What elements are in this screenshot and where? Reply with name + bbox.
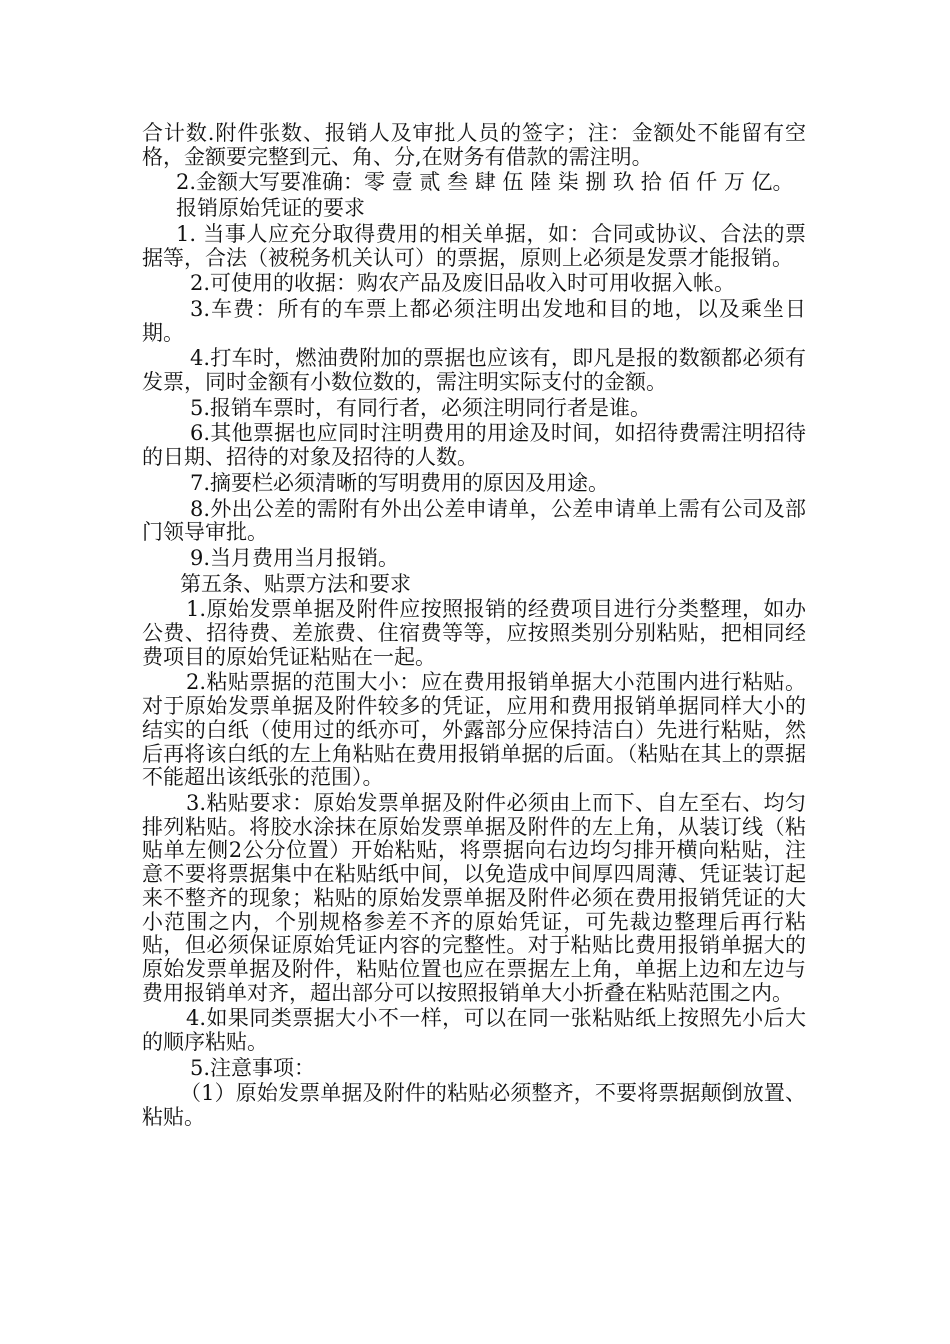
paragraph-item-2: 2.可使用的收据：购农产品及废旧品收入时可用收据入帐。	[190, 271, 736, 296]
paragraph-item-6: 6.其他票据也应同时注明费用的用途及时间，如招待费需注明招待的日期、招待的对象及招待的人数。	[142, 421, 806, 470]
paragraph-paste-5: 5.注意事项：	[190, 1055, 316, 1080]
document-page	[142, 122, 806, 1130]
section-heading-article-five: 第五条、贴票方法和要求	[180, 571, 411, 596]
paragraph-note-1: （1）原始发票单据及附件的粘贴必须整齐，不要将票据颠倒放置、粘贴。	[142, 1081, 806, 1130]
paragraph-paste-3: 3.粘贴要求：原始发票单据及附件必须由上而下、自左至右、均匀排列粘贴。将胶水涂抹在原始发票单据及附件的左上角，从装订线（粘贴单左侧2公分位置）开始粘贴，将票据向右边均匀排开横向粘贴，注意不要将票据集中在粘贴纸中间，以免造成中间厚四周薄、凭证装订起来不整齐的现象；粘贴的原始发票单据及附件必须在费用报销凭证的大小范围之内，个别规格参差不齐的原始凭证，可先裁边整理后再行粘贴，但必须保证原始凭证内容的完整性。对于粘贴比费用报销单据大的原始发票单据及附件，粘贴位置也应在票据左上角，单据上边和左边与费用报销单对齐，超出部分可以按照报销单大小折叠在粘贴范围之内。	[142, 790, 806, 1005]
paragraph-paste-1: 1.原始发票单据及附件应按照报销的经费项目进行分类整理，如办公费、招待费、差旅费、住宿费等等，应按照类别分别粘贴，把相同经费项目的原始凭证粘贴在一起。	[142, 597, 806, 669]
paragraph-signature-note: 合计数.附件张数、报销人及审批人员的签字；注：金额处不能留有空格，金额要完整到元、角、分,在财务有借款的需注明。	[142, 121, 806, 169]
paragraph-item-3: 3.车费：所有的车票上都必须注明出发地和目的地，以及乘坐日期。	[142, 296, 806, 345]
section-heading-original-voucher: 报销原始凭证的要求	[176, 196, 365, 221]
paragraph-item-8: 8.外出公差的需附有外出公差申请单，公差申请单上需有公司及部门领导审批。	[142, 496, 806, 545]
paragraph-item-7: 7.摘要栏必须清晰的写明费用的原因及用途。	[190, 470, 610, 495]
paragraph-item-1: 1. 当事人应充分取得费用的相关单据，如：合同或协议、合法的票据等，合法（被税务机关认可）的票据，原则上必须是发票才能报销。	[142, 221, 806, 270]
paragraph-item-9: 9.当月费用当月报销。	[190, 545, 400, 570]
paragraph-paste-4: 4.如果同类票据大小不一样，可以在同一张粘贴纸上按照先小后大的顺序粘贴。	[142, 1006, 806, 1055]
paragraph-amount-uppercase: 2.金额大写要准确：零 壹 贰 叁 肆 伍 陸 柒 捌 玖 拾 佰 仟 万 亿。	[176, 170, 794, 195]
paragraph-item-4: 4.打车时，燃油费附加的票据也应该有，即凡是报的数额都必须有发票，同时金额有小数位数的，需注明实际支付的金额。	[142, 346, 806, 395]
paragraph-item-5: 5.报销车票时，有同行者，必须注明同行者是谁。	[190, 395, 652, 420]
paragraph-paste-2: 2.粘贴票据的范围大小：应在费用报销单据大小范围内进行粘贴。对于原始发票单据及附件较多的凭证，应用和费用报销单据同样大小的结实的白纸（使用过的纸亦可，外露部分应保持洁白）先进行粘贴，然后再将该白纸的左上角粘贴在费用报销单据的后面。（粘贴在其上的票据不能超出该纸张的范围）。	[142, 670, 806, 790]
